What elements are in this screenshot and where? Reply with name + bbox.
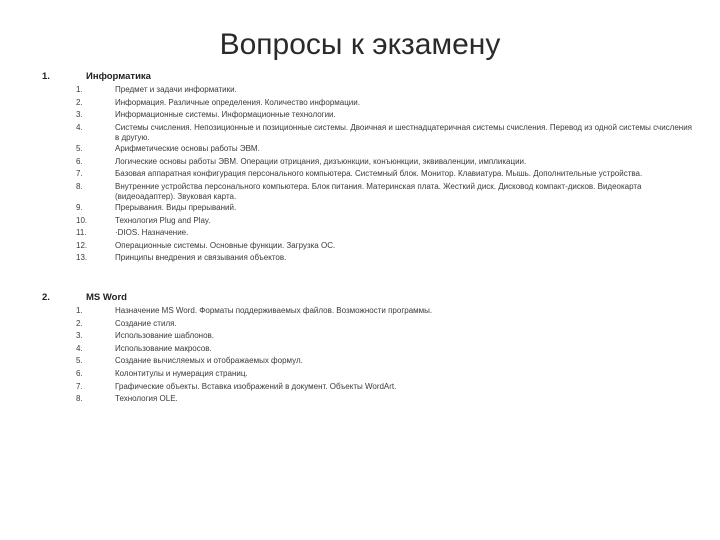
list-item bbox=[0, 319, 720, 332]
item-number: 6. bbox=[76, 156, 83, 166]
list-item bbox=[0, 203, 720, 216]
item-text: ·DIOS. Назначение. bbox=[115, 228, 189, 238]
list-item bbox=[0, 331, 720, 344]
item-number: 7. bbox=[76, 381, 83, 391]
section-header bbox=[0, 71, 720, 83]
section-title: Информатика bbox=[86, 71, 151, 82]
list-item bbox=[0, 110, 720, 123]
item-text: Использование шаблонов. bbox=[115, 331, 215, 341]
item-text: Операционные системы. Основные функции. Загрузка ОС. bbox=[115, 240, 336, 250]
section-number: 2. bbox=[42, 292, 50, 303]
list-item bbox=[0, 98, 720, 111]
list-item bbox=[0, 85, 720, 98]
item-number: 1. bbox=[76, 306, 83, 315]
item-text: Внутренние устройства персонального компьютера. Блок питания. Материнская плата. Жесткий диск. Дисковод компакт-дисков. Видеокарта (видеоадаптер). Звуковая карта. bbox=[115, 181, 642, 202]
list-item bbox=[0, 382, 720, 395]
item-number: 13. bbox=[76, 253, 88, 263]
list-item bbox=[0, 394, 720, 407]
item-text: Создание вычисляемых и отображаемых формул. bbox=[115, 356, 303, 366]
item-number: 10. bbox=[76, 215, 88, 225]
item-number: 3. bbox=[76, 110, 83, 120]
page-title: Вопросы к экзамену bbox=[219, 28, 501, 61]
item-text: Принципы внедрения и связывания объектов. bbox=[115, 253, 287, 263]
section-header bbox=[0, 292, 720, 304]
item-number: 4. bbox=[76, 122, 83, 132]
item-text: Технология Plug and Play. bbox=[115, 215, 211, 225]
item-number: 2. bbox=[76, 318, 83, 328]
section-title: MS Word bbox=[86, 292, 127, 303]
section-ms-word bbox=[0, 292, 720, 407]
item-number: 3. bbox=[76, 331, 83, 341]
list-item bbox=[0, 169, 720, 182]
item-text: Колонтитулы и нумерация страниц. bbox=[115, 368, 248, 378]
item-text: Предмет и задачи информатики. bbox=[115, 85, 237, 94]
item-text: Информация. Различные определения. Количество информации. bbox=[115, 97, 360, 107]
item-number: 1. bbox=[76, 85, 83, 94]
list-item bbox=[0, 157, 720, 170]
item-number: 2. bbox=[76, 97, 83, 107]
item-text: Использование макросов. bbox=[115, 343, 212, 353]
list-item bbox=[0, 344, 720, 357]
list-item bbox=[0, 228, 720, 241]
item-number: 7. bbox=[76, 169, 83, 179]
list-item bbox=[0, 369, 720, 382]
item-number: 5. bbox=[76, 356, 83, 366]
item-text: Создание стиля. bbox=[115, 318, 177, 328]
item-number: 8. bbox=[76, 394, 83, 404]
item-text: Прерывания. Виды прерываний. bbox=[115, 202, 237, 212]
item-text: Логические основы работы ЭВМ. Операции отрицания, дизъюнкции, конъюнкции, эквиваленции, импликации. bbox=[115, 156, 527, 166]
list-item bbox=[0, 123, 720, 144]
list-item bbox=[0, 306, 720, 319]
item-number: 11. bbox=[76, 228, 87, 238]
item-text: Назначение MS Word. Форматы поддерживаемых файлов. Возможности программы. bbox=[115, 306, 433, 315]
item-number: 8. bbox=[76, 181, 83, 191]
item-text: Графические объекты. Вставка изображений в документ. Объекты WordArt. bbox=[115, 381, 397, 391]
item-number: 5. bbox=[76, 143, 83, 153]
list-item bbox=[0, 216, 720, 229]
item-number: 9. bbox=[76, 202, 83, 212]
list-item bbox=[0, 144, 720, 157]
list-item bbox=[0, 241, 720, 254]
section-informatics bbox=[0, 71, 720, 266]
item-text: Информационные системы. Информационные технологии. bbox=[115, 110, 336, 120]
item-text: Арифметические основы работы ЭВМ. bbox=[115, 143, 260, 153]
list-item bbox=[0, 356, 720, 369]
item-number: 4. bbox=[76, 343, 83, 353]
list-item bbox=[0, 253, 720, 266]
item-text: Системы счисления. Непозиционные и позиционные системы. Двоичная и шестнадцатеричная системы счисления. Перевод из одной системы счисления в другую. bbox=[115, 122, 692, 143]
item-number: 12. bbox=[76, 240, 88, 250]
section-number: 1. bbox=[42, 71, 50, 82]
item-text: Технология OLE. bbox=[115, 394, 178, 404]
list-item bbox=[0, 182, 720, 203]
item-text: Базовая аппаратная конфигурация персонального компьютера. Системный блок. Монитор. Клавиатура. Мышь. Дополнительные устройства. bbox=[115, 169, 643, 179]
item-number: 6. bbox=[76, 368, 83, 378]
